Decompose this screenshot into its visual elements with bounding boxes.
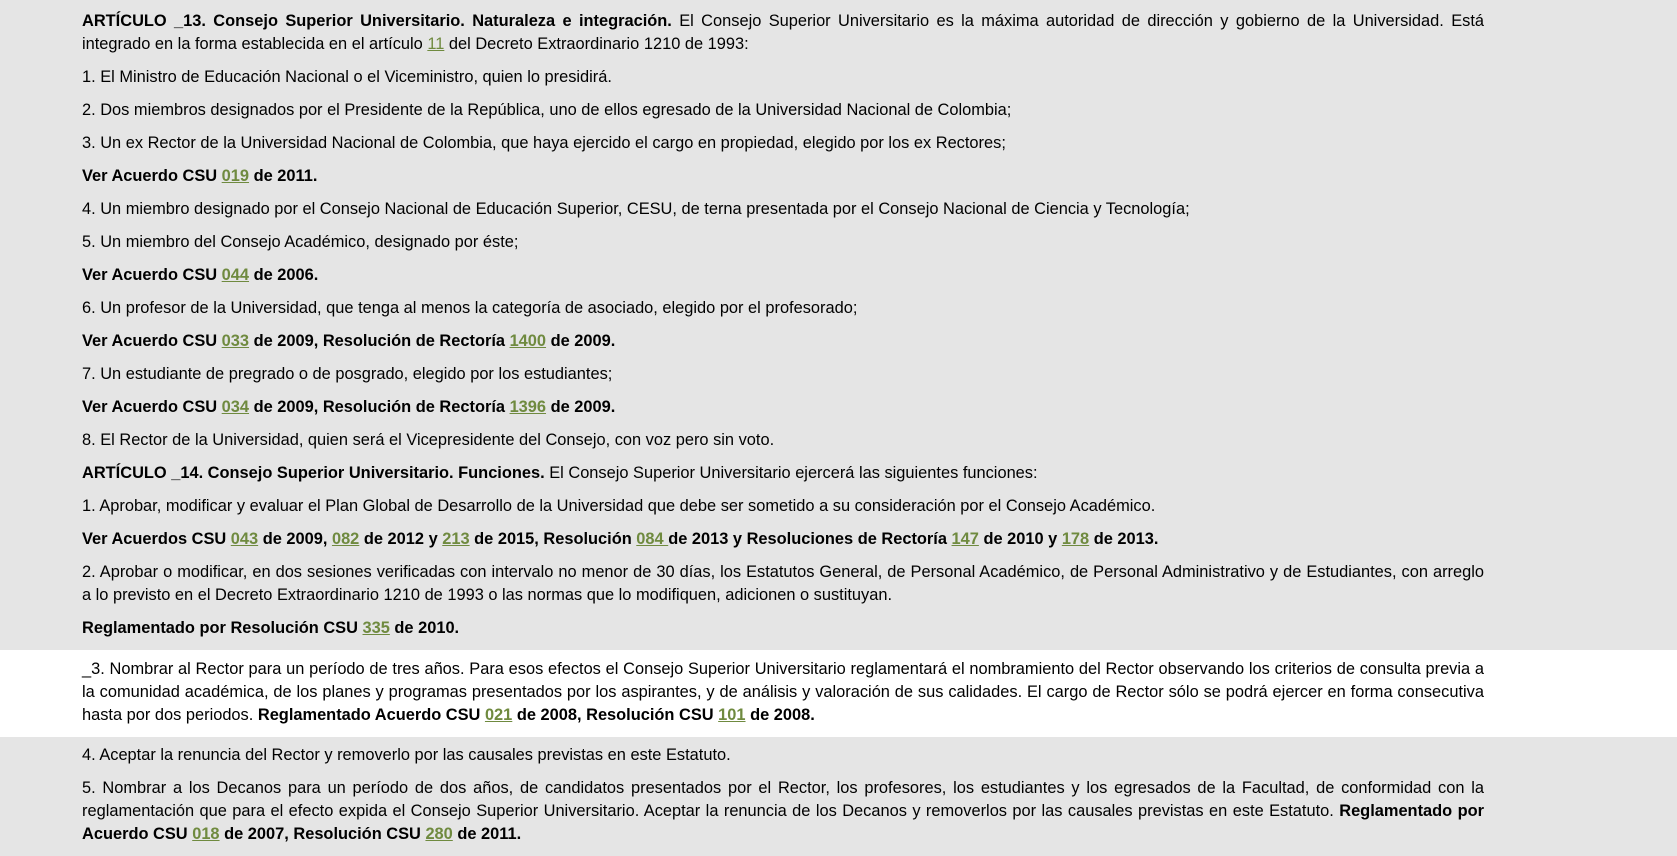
text-segment: 8. El Rector de la Universidad, quien será el Vicepresidente del Consejo, con voz pero sin voto. (82, 431, 775, 449)
bold-text: de 2012 y (359, 530, 443, 548)
reference-link[interactable]: 178 (1061, 530, 1090, 548)
item-4 (0, 198, 1677, 231)
bold-text: de 2009. (546, 332, 616, 350)
reference-link[interactable]: 044 (221, 266, 250, 284)
bold-text: de 2011. (452, 825, 522, 843)
reference-link[interactable]: 043 (230, 530, 259, 548)
text-segment: 1. Aprobar, modificar y evaluar el Plan Global de Desarrollo de la Universidad que debe ser sometido a su consideración por el Consejo Académico. (82, 497, 1156, 515)
ref-acuerdo-034 (0, 396, 1677, 429)
reference-link[interactable]: 280 (425, 825, 453, 843)
bold-text: Ver Acuerdo CSU (82, 266, 222, 284)
text-segment: 2. Dos miembros designados por el Presidente de la República, uno de ellos egresado de la Universidad Nacional de Colombia; (82, 101, 1012, 119)
bold-text: de 2007, Resolución CSU (219, 825, 426, 843)
bold-text: de 2010 y (978, 530, 1062, 548)
bold-text: ARTÍCULO _14. Consejo Superior Universitario. Funciones. (82, 464, 545, 482)
text-segment: 4. Aceptar la renuncia del Rector y removerlo por las causales previstas en este Estatuto. (82, 746, 731, 764)
reference-link[interactable]: 1396 (509, 398, 547, 416)
text-segment: El Consejo Superior Universitario es la máxima autoridad de dirección y gobierno de la Universidad. Está integrado en la forma establecida en el artículo (82, 12, 1484, 53)
reference-link[interactable]: 147 (951, 530, 979, 548)
function-1 (0, 495, 1677, 528)
function-2 (0, 561, 1677, 617)
reference-link[interactable]: 11 (427, 35, 445, 53)
reference-link[interactable]: 335 (362, 619, 390, 637)
function-5 (0, 777, 1677, 856)
ref-acuerdos-043 (0, 528, 1677, 561)
text-segment: 2. Aprobar o modificar, en dos sesiones verificadas con intervalo no menor de 30 días, los Estatutos General, de Personal Académico, de Personal Administrativo y de Estudiantes, con arreglo a lo previsto en el Decreto Extraordinario 1210 de 1993 o las normas que lo modifiquen, adicionen o sustituyan. (82, 563, 1484, 604)
bold-text: de 2009, Resolución de Rectoría (249, 332, 510, 350)
bold-text: de 2009, Resolución de Rectoría (249, 398, 510, 416)
function-3-highlighted (0, 650, 1677, 737)
ref-acuerdo-044 (0, 264, 1677, 297)
reference-link[interactable]: 021 (484, 706, 513, 724)
text-segment: 4. Un miembro designado por el Consejo Nacional de Educación Superior, CESU, de terna presentada por el Consejo Nacional de Ciencia y Tecnología; (82, 200, 1190, 218)
bold-text: de 2009, (258, 530, 332, 548)
reference-link[interactable]: 1400 (509, 332, 547, 350)
item-1 (0, 66, 1677, 99)
reference-link[interactable]: 019 (221, 167, 250, 185)
item-6 (0, 297, 1677, 330)
reference-link[interactable]: 033 (221, 332, 250, 350)
text-segment: 6. Un profesor de la Universidad, que tenga al menos la categoría de asociado, elegido por el profesorado; (82, 299, 858, 317)
item-5 (0, 231, 1677, 264)
text-segment: 5. Nombrar a los Decanos para un período de dos años, de candidatos presentados por el Rector, los profesores, los estudiantes y los egresados de la Facultad, de conformidad con la reglamentación que para el efecto expida el Consejo Superior Universitario. Aceptar la renuncia de los Decanos y removerlos por las causales previstas en este Estatuto. (82, 779, 1484, 820)
article-14-paragraph (0, 462, 1677, 495)
bold-text: ARTÍCULO _13. Consejo Superior Universitario. Naturaleza e integración. (82, 12, 672, 30)
reference-link[interactable]: 018 (192, 825, 220, 843)
bold-text: de 2009. (546, 398, 616, 416)
bold-text: de 2011. (249, 167, 318, 185)
ref-acuerdo-033 (0, 330, 1677, 363)
bold-text: Ver Acuerdo CSU (82, 332, 222, 350)
article-13-paragraph (0, 0, 1677, 66)
bold-text: de 2015, Resolución (469, 530, 637, 548)
bold-text: Ver Acuerdos CSU (82, 530, 231, 548)
bold-text: Reglamentado por Resolución CSU (82, 619, 363, 637)
text-segment: 3. Un ex Rector de la Universidad Nacional de Colombia, que haya ejercido el cargo en propiedad, elegido por los ex Rectores; (82, 134, 1006, 152)
bold-text: Ver Acuerdo CSU (82, 398, 222, 416)
reference-link[interactable]: 082 (331, 530, 360, 548)
text-segment: del Decreto Extraordinario 1210 de 1993: (444, 35, 749, 53)
reference-link[interactable]: 034 (221, 398, 250, 416)
reference-link[interactable]: 213 (442, 530, 470, 548)
text-segment: 7. Un estudiante de pregrado o de posgrado, elegido por los estudiantes; (82, 365, 613, 383)
bold-text: de 2013. (1089, 530, 1159, 548)
ref-resolucion-335 (0, 617, 1677, 650)
text-segment: 1. El Ministro de Educación Nacional o el Viceministro, quien lo presidirá. (82, 68, 612, 86)
item-8 (0, 429, 1677, 462)
bold-text: de 2010. (389, 619, 460, 637)
bold-text: de 2013 y Resoluciones de Rectoría (668, 530, 952, 548)
bold-text: de 2008. (745, 706, 815, 724)
text-segment: 5. Un miembro del Consejo Académico, designado por éste; (82, 233, 519, 251)
bold-text: Ver Acuerdo CSU (82, 167, 222, 185)
bold-text: de 2006. (249, 266, 319, 284)
item-2 (0, 99, 1677, 132)
text-segment: _3. Nombrar al Rector para un período de tres años. Para esos efectos el Consejo Superior Universitario reglamentará el nombramiento del Rector observando los criterios de consulta previa a la comunidad académica, de los planes y programas presentados por los aspirantes, y de análisis y valoración de sus calidades. El cargo de Rector sólo se podrá ejercer en forma consecutiva hasta por dos periodos. (82, 660, 1484, 724)
bold-text: de 2008, Resolución CSU (512, 706, 719, 724)
reference-link[interactable]: 101 (718, 706, 746, 724)
reference-link[interactable]: 084 (636, 530, 669, 548)
item-7 (0, 363, 1677, 396)
bold-text: Reglamentado Acuerdo CSU (257, 706, 485, 724)
item-3 (0, 132, 1677, 165)
ref-acuerdo-019 (0, 165, 1677, 198)
text-segment: El Consejo Superior Universitario ejercerá las siguientes funciones: (544, 464, 1038, 482)
function-4 (0, 737, 1677, 777)
bold-text: Reglamentado por Acuerdo CSU (82, 802, 1484, 843)
